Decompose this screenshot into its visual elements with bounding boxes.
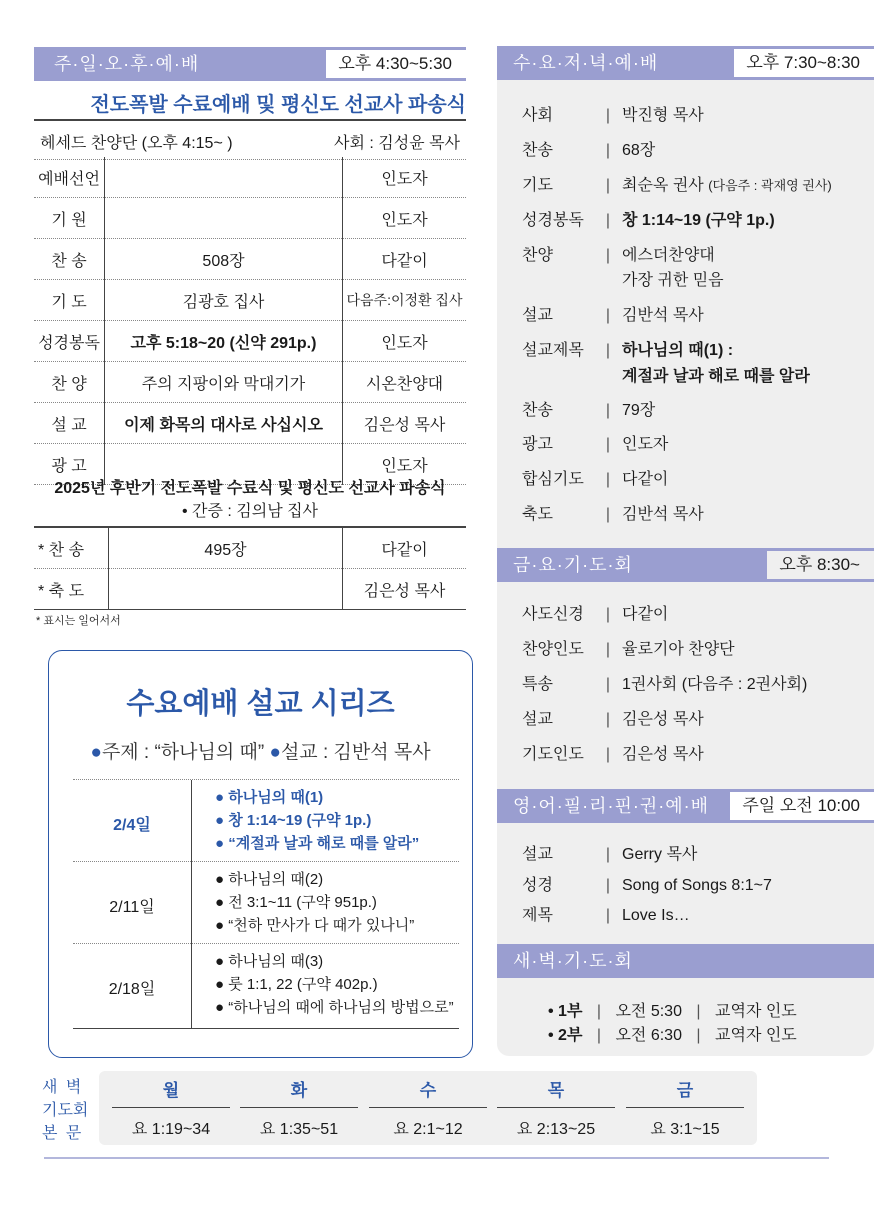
series-subtitle	[49, 737, 472, 764]
series-date: 2/18일	[108, 981, 156, 998]
separator: |	[605, 177, 611, 194]
friday-header-time: 오후 8:30~	[767, 551, 874, 579]
wed-value: 68장	[622, 142, 656, 159]
wed-row	[522, 211, 775, 231]
separator: |	[605, 846, 611, 863]
wed-row	[522, 176, 832, 196]
sunday-header	[34, 47, 466, 81]
wed-row	[522, 141, 655, 161]
dawn-leader: 교역자 인도	[715, 1003, 797, 1020]
separator: |	[605, 436, 611, 453]
separator: |	[605, 247, 611, 264]
table-row	[34, 239, 466, 280]
separator: |	[605, 107, 611, 124]
eng-row	[522, 906, 690, 926]
english-header-title: 영·어·필·리·핀·권·예·배	[513, 796, 710, 816]
fri-value: 김은성 목사	[622, 711, 704, 728]
order-content: 주의 지팡이와 막대기가	[105, 362, 343, 403]
wed-row	[522, 505, 704, 525]
dawn-row-1	[548, 998, 797, 1021]
series-item: ● 하나님의 때(3)	[215, 953, 324, 970]
fri-value: 김은성 목사	[622, 746, 704, 763]
order-label: 찬 양	[34, 362, 105, 403]
order-label: 기 원	[34, 198, 105, 239]
fri-row	[522, 745, 704, 765]
fri-label: 사도신경	[522, 606, 584, 623]
sunday-header-time: 오후 4:30~5:30	[326, 50, 466, 78]
sermon-series-box	[48, 650, 473, 1058]
separator: |	[696, 1003, 701, 1020]
fri-value: 율로기아 찬양단	[622, 641, 735, 658]
table-row	[34, 569, 466, 610]
sunday-choir: 헤세드 찬양단 (오후 4:15~ )	[40, 135, 233, 152]
table-row	[34, 527, 466, 569]
separator: |	[605, 212, 611, 229]
dawn-part: • 2부	[548, 1027, 583, 1044]
order-label: 설 교	[34, 403, 105, 444]
table-row	[34, 157, 466, 198]
wed-value-second: 계절과 날과 해로 때를 알라	[622, 368, 810, 385]
dawn-row-2	[548, 1022, 797, 1045]
reading-text: 요 1:35~51	[259, 1121, 339, 1138]
fri-label: 찬양인도	[522, 641, 584, 658]
wed-value-main: 최순옥 권사	[622, 177, 704, 194]
reading-text: 요 2:13~25	[516, 1121, 596, 1138]
wed-value: 김반석 목사	[622, 506, 704, 523]
order-leader: 다같이	[343, 527, 467, 569]
separator: |	[605, 711, 611, 728]
wed-label: 축도	[522, 506, 553, 523]
eng-row	[522, 845, 697, 865]
divider	[191, 862, 192, 944]
separator: |	[605, 746, 611, 763]
wednesday-header	[497, 46, 874, 80]
reading-day: 월	[112, 1076, 230, 1108]
wed-label: 사회	[522, 107, 553, 124]
wed-label: 설교	[522, 307, 553, 324]
separator: |	[605, 307, 611, 324]
series-week-1	[73, 779, 459, 862]
wed-row	[522, 246, 724, 296]
series-item: ● 창 1:14~19 (구약 1p.)	[215, 812, 372, 829]
wed-label: 찬양	[522, 247, 553, 264]
separator: |	[605, 641, 611, 658]
order-label: * 찬 송	[34, 527, 109, 569]
order-label: 기 도	[34, 280, 105, 321]
eng-value: Song of Songs 8:1~7	[622, 877, 772, 894]
fri-value: 1권사회 (다음주 : 2권사회)	[622, 676, 808, 693]
separator: |	[596, 1027, 602, 1044]
wed-row	[522, 306, 704, 326]
sunday-service-title: 전도폭발 수료예배 및 평신도 선교사 파송식	[90, 94, 466, 116]
table-row	[34, 362, 466, 403]
order-label: * 축 도	[34, 569, 109, 610]
order-leader: 다같이	[343, 239, 467, 280]
order-content: 508장	[105, 239, 343, 280]
fri-label: 설교	[522, 711, 553, 728]
order-content	[105, 157, 343, 198]
wed-label: 설교제목	[522, 342, 584, 359]
reading-day: 수	[369, 1076, 487, 1108]
readings-label-2: 기도회	[42, 1102, 89, 1119]
wed-label: 찬송	[522, 142, 553, 159]
eng-label: 성경	[522, 877, 553, 894]
table-row	[34, 403, 466, 444]
wed-label: 광고	[522, 436, 553, 453]
order-leader: 다음주:이정환 집사	[343, 280, 467, 321]
wed-value-main: 하나님의 때(1) :	[622, 342, 734, 359]
friday-header	[497, 548, 874, 582]
ceremony-subtitle: • 간증 : 김의남 집사	[181, 503, 319, 520]
wed-value: 김반석 목사	[622, 307, 704, 324]
wed-value-note: (다음주 : 곽재영 권사)	[708, 178, 832, 193]
wed-value	[622, 246, 724, 296]
reading-day: 금	[626, 1076, 744, 1108]
divider	[191, 780, 192, 862]
dawn-leader: 교역자 인도	[715, 1027, 797, 1044]
series-week-3	[73, 943, 459, 1029]
order-leader: 인도자	[343, 157, 467, 198]
separator: |	[605, 471, 611, 488]
eng-label: 설교	[522, 846, 553, 863]
dawn-time: 오전 5:30	[615, 1003, 682, 1020]
series-item: ● “하나님의 때에 하나님의 방법으로”	[215, 999, 454, 1016]
wed-label: 기도	[522, 177, 553, 194]
wed-value	[622, 341, 810, 393]
series-item: ● 하나님의 때(2)	[215, 871, 324, 888]
table-row	[34, 198, 466, 239]
separator: |	[605, 402, 611, 419]
series-item: ● “천하 만사가 다 때가 있나니”	[215, 917, 415, 934]
wed-value: 박진형 목사	[622, 107, 704, 124]
fri-row	[522, 710, 704, 730]
wed-label: 합심기도	[522, 471, 584, 488]
wed-row	[522, 435, 668, 455]
eng-label: 제목	[522, 907, 553, 924]
wed-row	[522, 470, 668, 490]
separator: |	[605, 877, 611, 894]
series-title: 수요예배 설교 시리즈	[126, 688, 395, 720]
series-topic: 주제 : “하나님의 때”	[101, 742, 265, 763]
bottom-rule	[44, 1157, 829, 1159]
english-header	[497, 789, 874, 823]
bullet-icon: ●	[269, 742, 281, 763]
order-label: 찬 송	[34, 239, 105, 280]
wed-row	[522, 341, 810, 393]
wed-row	[522, 401, 655, 421]
order-label: 예배선언	[34, 157, 105, 198]
series-date: 2/11일	[109, 899, 155, 916]
series-items	[215, 786, 419, 855]
series-preacher: 설교 : 김반석 목사	[280, 742, 431, 763]
order-label: 성경봉독	[34, 321, 105, 362]
wednesday-header-title: 수·요·저·녁·예·배	[513, 53, 659, 73]
english-header-time: 주일 오전 10:00	[730, 792, 874, 820]
wed-value-main: 에스더찬양대	[622, 247, 715, 264]
series-items	[215, 950, 454, 1019]
series-item: ● 전 3:1~11 (구약 951p.)	[215, 894, 377, 911]
order-content: 고후 5:18~20 (신약 291p.)	[105, 321, 343, 362]
series-date: 2/4일	[113, 817, 151, 834]
order-label: 광 고	[34, 444, 105, 485]
wed-value: 다같이	[622, 471, 669, 488]
fri-row	[522, 640, 735, 660]
order-leader: 인도자	[343, 444, 467, 485]
fri-row	[522, 675, 807, 695]
fri-label: 특송	[522, 676, 553, 693]
eng-value: Love Is…	[622, 907, 690, 924]
order-leader: 인도자	[343, 198, 467, 239]
reading-day: 화	[240, 1076, 358, 1108]
order-leader: 김은성 목사	[343, 569, 467, 610]
separator: |	[696, 1027, 701, 1044]
separator: |	[605, 676, 611, 693]
order-leader: 시온찬양대	[343, 362, 467, 403]
wed-row	[522, 106, 704, 126]
dawn-part: • 1부	[548, 1003, 583, 1020]
dawn-header	[497, 944, 874, 978]
separator: |	[596, 1003, 602, 1020]
sunday-header-title: 주·일·오·후·예·배	[54, 54, 200, 74]
readings-label-1: 새 벽	[42, 1079, 84, 1096]
fri-label: 기도인도	[522, 746, 584, 763]
dawn-header-title: 새·벽·기·도·회	[513, 951, 633, 971]
wed-label: 성경봉독	[522, 212, 584, 229]
order-content: 이제 화목의 대사로 사십시오	[105, 403, 343, 444]
wed-value	[622, 176, 832, 196]
friday-header-title: 금·요·기·도·회	[513, 555, 633, 575]
reading-text: 요 3:1~15	[650, 1121, 720, 1138]
wed-value: 창 1:14~19 (구약 1p.)	[622, 212, 775, 229]
reading-text: 요 1:19~34	[131, 1121, 211, 1138]
order-content: 495장	[109, 527, 343, 569]
reading-text: 요 2:1~12	[393, 1121, 463, 1138]
fri-value: 다같이	[622, 606, 669, 623]
order-content	[105, 198, 343, 239]
reading-day: 목	[497, 1076, 615, 1108]
series-item: ● 룻 1:1, 22 (구약 402p.)	[215, 976, 378, 993]
order-content: 김광호 집사	[105, 280, 343, 321]
separator: |	[605, 506, 611, 523]
separator: |	[605, 907, 611, 924]
wed-label: 찬송	[522, 402, 553, 419]
series-items	[215, 868, 414, 937]
separator: |	[605, 606, 611, 623]
fri-row	[522, 605, 668, 625]
wednesday-header-time: 오후 7:30~8:30	[734, 49, 874, 77]
ceremony-title: 2025년 후반기 전도폭발 수료식 및 평신도 선교사 파송식	[54, 480, 446, 497]
wed-value: 79장	[622, 402, 656, 419]
eng-row	[522, 876, 772, 896]
wed-value: 인도자	[622, 436, 669, 453]
series-item: ● 하나님의 때(1)	[215, 789, 324, 806]
sunday-closing-table	[34, 526, 466, 610]
divider	[191, 944, 192, 1028]
series-item: ● “계절과 날과 해로 때를 알라”	[215, 835, 420, 852]
eng-value: Gerry 목사	[622, 846, 698, 863]
sunday-order-table	[34, 157, 466, 485]
order-leader: 인도자	[343, 321, 467, 362]
order-content	[109, 569, 343, 610]
table-row	[34, 321, 466, 362]
wed-value-second: 가장 귀한 믿음	[622, 272, 724, 289]
table-row	[34, 280, 466, 321]
series-week-2	[73, 861, 459, 944]
order-leader: 김은성 목사	[343, 403, 467, 444]
sunday-host: 사회 : 김성윤 목사	[334, 135, 460, 152]
separator: |	[605, 142, 611, 159]
bullet-icon: ●	[90, 742, 102, 763]
sunday-choir-row	[34, 119, 466, 160]
standing-footnote: * 표시는 일어서서	[36, 615, 121, 627]
separator: |	[605, 342, 611, 359]
dawn-time: 오전 6:30	[615, 1027, 682, 1044]
readings-label-3: 본 문	[42, 1125, 84, 1142]
